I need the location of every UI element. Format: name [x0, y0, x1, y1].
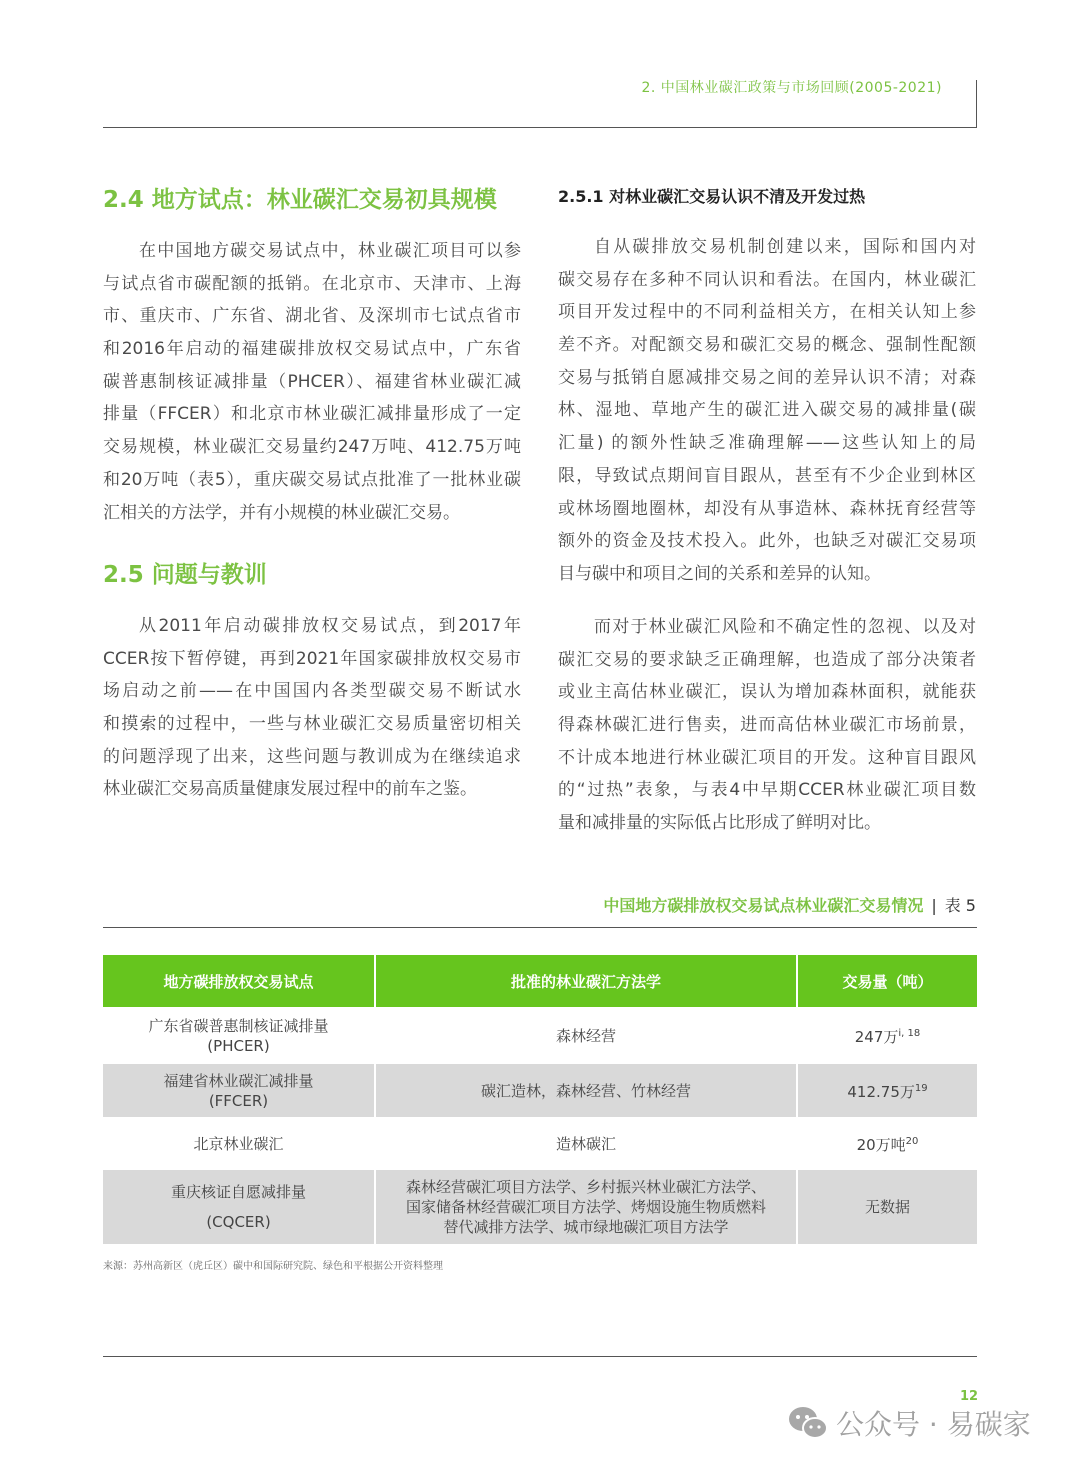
volume-value: 20万吨 [856, 1136, 906, 1154]
text-line: 得森林碳汇进行售卖，进而高估林业碳汇市场前景， [558, 715, 976, 736]
text-line: 目与碳中和项目之间的关系和差异的认知。 [558, 563, 881, 584]
table-number: 表 5 [944, 896, 976, 915]
text-line: 碳普惠制核证减排量（PHCER）、福建省林业碳汇减 [103, 371, 521, 392]
text-line: 交易规模，林业碳汇交易量约247万吨、412.75万吨 [103, 437, 521, 458]
text-line: 差不齐。对配额交易和碳汇交易的概念、强制性配额 [558, 335, 976, 356]
watermark [788, 1403, 1031, 1443]
pilot-trading-table [103, 955, 977, 1244]
pilot-name: 重庆核证自愿减排量 [170, 1183, 306, 1201]
text-line: 市、重庆市、广东省、湖北省、及深圳市七试点省市 [103, 306, 521, 327]
methodology-cell [375, 1170, 797, 1244]
table-caption [603, 893, 976, 916]
pilot-code: (CQCER) [206, 1213, 271, 1231]
text-line: 与试点省市碳配额的抵销。在北京市、天津市、上海 [103, 273, 521, 294]
section-2-5-title: 2.5 问题与教训 [103, 562, 267, 588]
pilot-code: (PHCER) [207, 1036, 270, 1055]
header-divider [103, 127, 977, 128]
header-volume: 交易量（吨） [797, 955, 977, 1007]
text-line: 限，导致试点期间盲目跟从，甚至有不少企业到林区 [558, 465, 976, 486]
text-line: 林、湿地、草地产生的碳汇进入碳交易的减排量(碳 [558, 400, 976, 421]
text-line: 林业碳汇交易高质量健康发展过程中的前车之鉴。 [103, 779, 477, 800]
text-line: 交易与抵销自愿减排交易之间的差异认识不清；对森 [558, 367, 976, 388]
text-line: 和2016年启动的福建碳排放权交易试点中，广东省 [103, 339, 521, 360]
footnote-ref: 20 [905, 1136, 919, 1147]
header-divider-vertical [976, 80, 977, 128]
pilot-cell [103, 1170, 375, 1244]
section-2-5-1-para-2 [558, 611, 976, 840]
header-pilot: 地方碳排放权交易试点 [103, 955, 375, 1007]
text-line: 碳汇交易的要求缺乏正确理解，也造成了部分决策者 [558, 649, 976, 670]
text-line: 的“过热”表象，与表4中早期CCER林业碳汇项目数 [558, 780, 976, 801]
section-2-4-title: 2.4 地方试点：林业碳汇交易初具规模 [103, 187, 497, 213]
section-2-4-body [103, 235, 521, 529]
methodology-cell: 森林经营 [375, 1007, 797, 1064]
methodology-cell: 碳汇造林，森林经营、竹林经营 [375, 1064, 797, 1117]
header-methodology: 批准的林业碳汇方法学 [375, 955, 797, 1007]
text-line: 汇相关的方法学，并有小规模的林业碳汇交易。 [103, 502, 460, 523]
table-row [103, 1064, 977, 1117]
methodology-line: 森林经营碳汇项目方法学、乡村振兴林业碳汇方法学、 [405, 1178, 766, 1196]
wechat-icon [788, 1406, 828, 1440]
footnote-ref: i, 18 [898, 1028, 921, 1039]
volume-cell [797, 1064, 977, 1117]
pilot-cell [103, 1007, 375, 1064]
text-line: 汇量) 的额外性缺乏准确理解——这些认知上的局 [558, 433, 976, 454]
pilot-name: 广东省碳普惠制核证减排量 [148, 1016, 329, 1035]
pilot-name: 北京林业碳汇 [193, 1134, 284, 1153]
pilot-name: 福建省林业碳汇减排量 [163, 1071, 314, 1090]
table-title: 中国地方碳排放权交易试点林业碳汇交易情况 [603, 896, 924, 915]
volume-value: 247万 [854, 1028, 899, 1046]
volume-cell [797, 1007, 977, 1064]
section-2-5-1-para-1 [558, 231, 976, 591]
text-line: 不计成本地进行林业碳汇项目的开发。这种盲目跟风 [558, 747, 976, 768]
section-2-5-body [103, 610, 521, 806]
pilot-code: (FFCER) [208, 1091, 269, 1110]
text-line: 碳交易存在多种不同认识和看法。在国内，林业碳汇 [558, 269, 976, 290]
volume-value: 412.75万 [847, 1083, 915, 1101]
text-line: 场启动之前——在中国国内各类型碳交易不断试水 [103, 681, 521, 702]
methodology-line: 国家储备林经营碳汇项目方法学、烤烟设施生物质燃料 [405, 1198, 766, 1216]
section-2-5-1-title: 2.5.1 对林业碳汇交易认识不清及开发过热 [558, 187, 866, 206]
table-row [103, 1170, 977, 1244]
volume-cell: 无数据 [797, 1170, 977, 1244]
table-row [103, 1007, 977, 1064]
text-line: 排量（FFCER）和北京市林业碳汇减排量形成了一定 [103, 404, 521, 425]
text-line: 或林场圈地圈林，却没有从事造林、森林抚育经营等 [558, 498, 976, 519]
footer-divider [103, 1356, 977, 1357]
footnote-ref: 19 [914, 1083, 928, 1094]
text-line: 在中国地方碳交易试点中，林业碳汇项目可以参 [139, 241, 521, 261]
text-line: 和摸索的过程中，一些与林业碳汇交易质量密切相关 [103, 714, 521, 735]
text-line: 的问题浮现了出来，这些问题与教训成为在继续追求 [103, 746, 521, 767]
pilot-cell [103, 1064, 375, 1117]
table-header-row [103, 955, 977, 1007]
text-line: 自从碳排放交易机制创建以来，国际和国内对 [594, 237, 976, 257]
table-source: 来源：苏州高新区（虎丘区）碳中和国际研究院、绿色和平根据公开资料整理 [103, 1261, 443, 1272]
text-line: 额外的资金及技术投入。此外，也缺乏对碳汇交易项 [558, 531, 976, 552]
table-divider [103, 927, 977, 928]
text-line: 项目开发过程中的不同利益相关方，在相关认知上参 [558, 302, 976, 323]
methodology-line: 替代减排方法学、城市绿地碳汇项目方法学 [443, 1218, 729, 1236]
text-line: 从2011年启动碳排放权交易试点，到2017年 [139, 616, 521, 636]
text-line: 和20万吨（表5），重庆碳交易试点批准了一批林业碳 [103, 469, 521, 490]
running-header: 2. 中国林业碳汇政策与市场回顾(2005-2021) [641, 80, 942, 96]
text-line: 量和减排量的实际低占比形成了鲜明对比。 [558, 813, 881, 834]
volume-cell [797, 1117, 977, 1170]
caption-separator: | [931, 896, 937, 915]
methodology-cell: 造林碳汇 [375, 1117, 797, 1170]
text-line: 或业主高估林业碳汇，误认为增加森林面积，就能获 [558, 682, 976, 703]
page-number: 12 [960, 1389, 979, 1404]
watermark-text: 公众号 · 易碳家 [836, 1408, 1031, 1441]
text-line: CCER按下暂停键，再到2021年国家碳排放权交易市 [103, 648, 521, 669]
text-line: 而对于林业碳汇风险和不确定性的忽视、以及对 [594, 617, 976, 637]
pilot-cell [103, 1117, 375, 1170]
table-row [103, 1117, 977, 1170]
